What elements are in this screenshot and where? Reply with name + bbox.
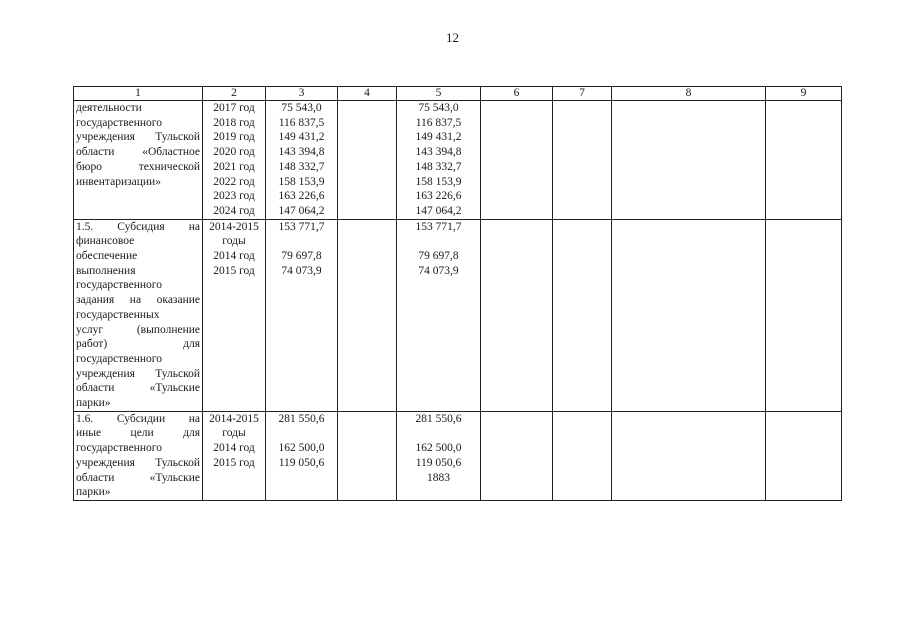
description-cell-line: 1.5. Субсидия на	[76, 220, 200, 233]
col8-cell	[612, 411, 766, 500]
description-cell-line: работ) для	[76, 338, 200, 351]
description-cell-line: бюро технической	[76, 160, 200, 173]
description-cell-line: учреждения Тульской	[76, 456, 200, 469]
amount-col5-cell-line: 162 500,0	[415, 442, 462, 455]
period-cell	[203, 411, 266, 500]
header-cell: 4	[338, 87, 397, 101]
description-cell-line: учреждения Тульской	[76, 131, 200, 144]
amount-col5-cell	[397, 411, 481, 500]
amount-col3-cell-line: 149 431,2	[278, 131, 325, 144]
description-cell-line: области «Областное	[76, 146, 200, 159]
amount-col5-cell-line: 119 050,6	[415, 456, 462, 469]
period-cell-line: 2015 год	[213, 264, 255, 277]
amount-col5-cell-line	[399, 234, 478, 249]
amount-col3-cell-line: 119 050,6	[278, 456, 325, 469]
amount-col5-cell-line: 281 550,6	[415, 412, 462, 425]
period-cell-line: 2014-2015	[209, 220, 259, 233]
col7-cell	[553, 411, 612, 500]
description-cell-line: государственных	[76, 308, 160, 321]
amount-col3-cell	[266, 101, 338, 220]
period-cell-line: 2021 год	[213, 160, 255, 173]
amount-col5-cell-line: 147 064,2	[415, 204, 462, 217]
col7-cell	[553, 101, 612, 220]
description-cell-line: задания на оказание	[76, 294, 200, 307]
description-cell-line: услуг (выполнение	[76, 323, 200, 336]
description-cell	[74, 411, 203, 500]
amount-col5-cell-line: 148 332,7	[415, 160, 462, 173]
header-cell: 3	[266, 87, 338, 101]
col6-cell	[481, 101, 553, 220]
period-cell-line: 2018 год	[213, 116, 255, 129]
table-row	[74, 101, 842, 220]
amount-col5-cell-line: 163 226,6	[415, 190, 462, 203]
amount-col5-cell	[397, 219, 481, 411]
col6-cell	[481, 411, 553, 500]
description-cell-line: государственного	[76, 279, 162, 292]
description-cell-line: финансовое	[76, 235, 135, 248]
amount-col3-cell	[266, 411, 338, 500]
period-cell-line: 2015 год	[213, 456, 255, 469]
amount-col3-cell-line: 116 837,5	[278, 116, 325, 129]
col8-cell	[612, 101, 766, 220]
amount-col5-cell	[397, 101, 481, 220]
amount-col3-cell-line: 281 550,6	[278, 412, 325, 425]
budget-table	[73, 86, 842, 501]
header-cell: 6	[481, 87, 553, 101]
amount-col3-cell-line: 74 073,9	[281, 264, 322, 277]
amount-col5-cell-line: 79 697,8	[418, 250, 459, 263]
description-cell-line: парки»	[76, 486, 111, 499]
period-cell-line: годы	[222, 427, 246, 440]
col8-cell	[612, 219, 766, 411]
header-row	[74, 87, 842, 101]
period-cell-line: 2014-2015	[209, 412, 259, 425]
description-cell-line: иные цели для	[76, 427, 200, 440]
amount-col5-cell-line: 75 543,0	[418, 102, 459, 114]
table-row	[74, 219, 842, 411]
header-cell: 2	[203, 87, 266, 101]
col7-cell	[553, 219, 612, 411]
description-cell-line: учреждения Тульской	[76, 367, 200, 380]
amount-col5-cell-line: 116 837,5	[415, 116, 462, 129]
amount-col3-cell-line: 162 500,0	[278, 442, 325, 455]
period-cell	[203, 101, 266, 220]
period-cell-line: 2024 год	[213, 204, 255, 217]
col6-cell	[481, 219, 553, 411]
description-cell	[74, 101, 203, 220]
amount-col5-cell-line: 143 394,8	[415, 146, 462, 159]
amount-col3-cell-line: 147 064,2	[278, 204, 325, 217]
amount-col3-cell-line	[268, 426, 335, 441]
description-cell-line: государственного	[76, 352, 162, 365]
description-cell	[74, 219, 203, 411]
description-cell-line: государственного	[76, 116, 162, 129]
description-cell-line: парки»	[76, 397, 111, 410]
col4-cell	[338, 411, 397, 500]
period-cell	[203, 219, 266, 411]
col4-cell	[338, 219, 397, 411]
period-cell-line: 2019 год	[213, 131, 255, 144]
amount-col5-cell-line: 1883	[427, 471, 450, 484]
period-cell-line: 2017 год	[213, 102, 255, 114]
period-cell-line: 2020 год	[213, 146, 255, 159]
description-cell-line: выполнения	[76, 264, 136, 277]
amount-col5-cell-line: 158 153,9	[415, 175, 462, 188]
amount-col3-cell-line: 148 332,7	[278, 160, 325, 173]
amount-col5-cell-line: 149 431,2	[415, 131, 462, 144]
period-cell-line: 2023 год	[213, 190, 255, 203]
amount-col3-cell-line: 163 226,6	[278, 190, 325, 203]
col9-cell	[766, 101, 842, 220]
description-cell-line: области «Тульские	[76, 471, 200, 484]
amount-col3-cell-line: 75 543,0	[281, 102, 322, 114]
period-cell-line: годы	[222, 235, 246, 248]
amount-col5-cell-line	[399, 426, 478, 441]
description-cell-line: области «Тульские	[76, 382, 200, 395]
header-cell: 9	[766, 87, 842, 101]
amount-col3-cell-line: 153 771,7	[278, 220, 325, 233]
page-number: 12	[446, 30, 459, 45]
amount-col3-cell-line	[268, 234, 335, 249]
header-cell: 7	[553, 87, 612, 101]
amount-col3-cell	[266, 219, 338, 411]
header-cell: 8	[612, 87, 766, 101]
amount-col3-cell-line: 143 394,8	[278, 146, 325, 159]
description-cell-line: инвентаризации»	[76, 175, 161, 188]
description-cell-line: деятельности	[76, 102, 142, 114]
amount-col3-cell-line: 79 697,8	[281, 250, 322, 263]
header-cell: 1	[74, 87, 203, 101]
amount-col5-cell-line: 153 771,7	[415, 220, 462, 233]
table-row	[74, 411, 842, 500]
period-cell-line: 2014 год	[213, 442, 255, 455]
amount-col3-cell-line: 158 153,9	[278, 175, 325, 188]
description-cell-line: обеспечение	[76, 250, 138, 263]
period-cell-line: 2014 год	[213, 250, 255, 263]
col4-cell	[338, 101, 397, 220]
col9-cell	[766, 411, 842, 500]
amount-col5-cell-line: 74 073,9	[418, 264, 459, 277]
description-cell-line: 1.6. Субсидии на	[76, 412, 200, 425]
description-cell-line: государственного	[76, 442, 162, 455]
col9-cell	[766, 219, 842, 411]
header-cell: 5	[397, 87, 481, 101]
period-cell-line: 2022 год	[213, 175, 255, 188]
